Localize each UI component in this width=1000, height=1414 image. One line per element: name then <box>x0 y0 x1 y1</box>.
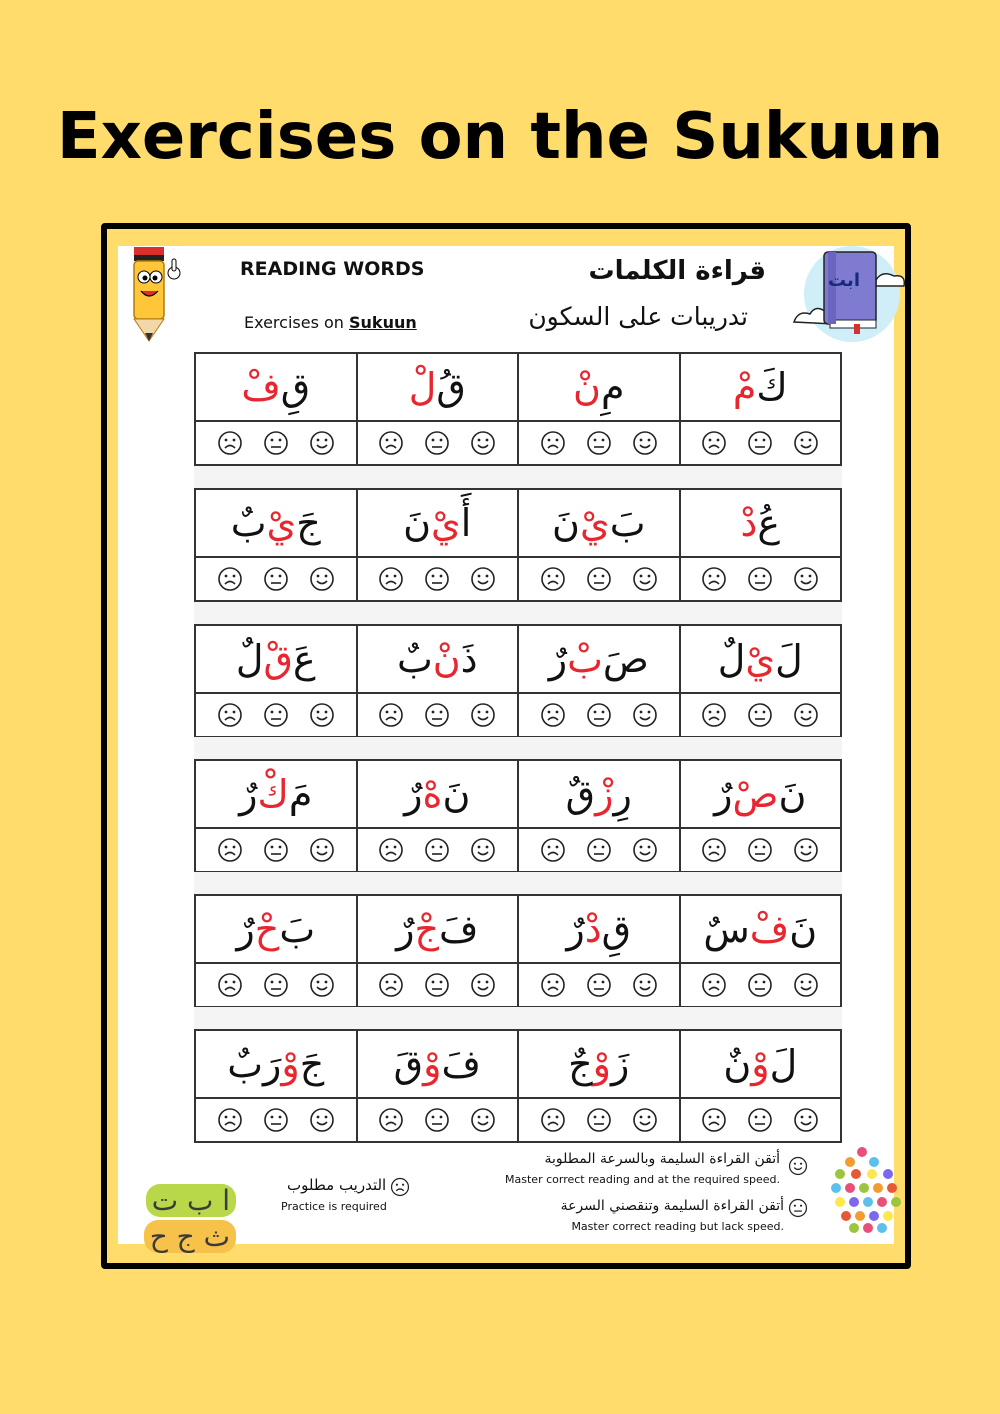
happy-face-icon[interactable] <box>309 566 335 592</box>
happy-face-icon[interactable] <box>309 430 335 456</box>
arabic-word: نَ صْ رٌ <box>681 761 841 829</box>
neutral-face-icon[interactable] <box>424 702 450 728</box>
happy-face-icon[interactable] <box>470 430 496 456</box>
word-cell <box>679 1031 841 1141</box>
sad-face-icon[interactable] <box>540 702 566 728</box>
neutral-face-icon[interactable] <box>424 972 450 998</box>
rating-faces <box>358 558 518 600</box>
happy-face-icon[interactable] <box>632 972 658 998</box>
arabic-word: رِ زْ قٌ <box>519 761 679 829</box>
pencil-mascot-icon <box>128 243 186 343</box>
neutral-face-icon[interactable] <box>263 430 289 456</box>
rating-faces <box>196 829 356 871</box>
arabic-word: عَ قْ لٌ <box>196 626 356 694</box>
arabic-word: صَ بْ رٌ <box>519 626 679 694</box>
rating-faces <box>519 1099 679 1141</box>
rating-faces <box>196 694 356 736</box>
sad-face-icon[interactable] <box>378 430 404 456</box>
word-cell <box>356 490 518 600</box>
book-label: ابت <box>828 270 860 291</box>
exercises-subtitle: Exercises on Sukuun <box>244 313 417 332</box>
neutral-face-icon[interactable] <box>586 566 612 592</box>
word-row <box>194 894 842 1008</box>
sad-face-icon[interactable] <box>540 430 566 456</box>
sukuun-letter: كْ <box>257 772 289 816</box>
rating-faces <box>358 422 518 464</box>
sad-face-icon[interactable] <box>217 702 243 728</box>
sukuun-letter: مْ <box>732 365 757 409</box>
sukuun-letter: وْ <box>751 1042 770 1086</box>
sad-face-icon[interactable] <box>217 972 243 998</box>
rating-faces <box>196 964 356 1006</box>
arabic-word: مَ كْ رٌ <box>196 761 356 829</box>
rating-faces <box>519 964 679 1006</box>
sad-face-icon[interactable] <box>540 566 566 592</box>
word-row <box>194 352 842 466</box>
sukuun-letter: وْ <box>592 1042 612 1086</box>
sad-face-icon[interactable] <box>217 430 243 456</box>
word-row <box>194 1029 842 1143</box>
happy-face-icon[interactable] <box>793 972 819 998</box>
happy-face-icon[interactable] <box>793 702 819 728</box>
rating-faces <box>681 694 841 736</box>
neutral-face-icon[interactable] <box>747 566 773 592</box>
rating-faces <box>519 422 679 464</box>
happy-face-icon[interactable] <box>470 566 496 592</box>
neutral-face-icon[interactable] <box>424 430 450 456</box>
sad-face-icon[interactable] <box>540 972 566 998</box>
sukuun-letter: صْ <box>732 772 779 816</box>
arabic-word: ذَ نْ بٌ <box>358 626 518 694</box>
word-cell <box>517 354 679 464</box>
page-title: Exercises on the Sukuun <box>56 100 944 174</box>
rating-faces <box>681 1099 841 1141</box>
neutral-face-icon[interactable] <box>586 837 612 863</box>
happy-face-icon[interactable] <box>793 430 819 456</box>
arabic-word: كَ مْ <box>681 354 841 422</box>
happy-face-icon[interactable] <box>632 566 658 592</box>
word-cell <box>356 354 518 464</box>
sad-face-icon[interactable] <box>701 566 727 592</box>
neutral-face-icon[interactable] <box>263 837 289 863</box>
sad-face-icon[interactable] <box>217 837 243 863</box>
happy-face-icon[interactable] <box>470 972 496 998</box>
word-cell <box>356 1031 518 1141</box>
happy-face-icon[interactable] <box>470 702 496 728</box>
happy-face-icon[interactable] <box>632 702 658 728</box>
book-icon <box>790 244 908 344</box>
rating-faces <box>681 829 841 871</box>
sad-face-icon[interactable] <box>378 702 404 728</box>
sad-face-icon[interactable] <box>701 430 727 456</box>
arabic-subtitle: تدريبات على السكون <box>528 302 748 331</box>
word-cell <box>196 761 356 871</box>
rating-faces <box>519 694 679 736</box>
word-row <box>194 624 842 738</box>
rating-faces <box>681 558 841 600</box>
neutral-face-icon <box>788 1198 808 1218</box>
happy-face-icon[interactable] <box>793 837 819 863</box>
rating-faces <box>196 558 356 600</box>
happy-face-icon[interactable] <box>309 702 335 728</box>
rating-faces <box>358 1099 518 1141</box>
sad-face-icon[interactable] <box>701 1107 727 1133</box>
word-cell <box>517 1031 679 1141</box>
word-row <box>194 488 842 602</box>
sukuun-letter: وْ <box>423 1042 442 1086</box>
word-cell <box>517 626 679 736</box>
arabic-word: نَ فْ سٌ <box>681 896 841 964</box>
sukuun-letter: هْ <box>422 772 443 816</box>
happy-face-icon <box>788 1156 808 1176</box>
happy-face-icon[interactable] <box>632 430 658 456</box>
arabic-word: فَ وْ قَ <box>358 1031 518 1099</box>
neutral-face-icon[interactable] <box>747 702 773 728</box>
arabic-word: أَ يْ نَ <box>358 490 518 558</box>
sad-face-icon[interactable] <box>701 972 727 998</box>
arabic-word: قِ دْ رٌ <box>519 896 679 964</box>
sukuun-letter: وْ <box>281 1042 300 1086</box>
sukuun-letter: يْ <box>579 501 610 545</box>
sukuun-letter: لْ <box>408 365 437 409</box>
rating-faces <box>358 964 518 1006</box>
reading-words-heading: READING WORDS <box>240 258 425 280</box>
neutral-face-icon[interactable] <box>263 702 289 728</box>
rating-faces <box>681 964 841 1006</box>
sukuun-letter: جْ <box>414 907 439 951</box>
happy-face-icon[interactable] <box>632 1107 658 1133</box>
sukuun-letter: دْ <box>584 907 602 951</box>
word-cell <box>196 1031 356 1141</box>
balloons-icon <box>826 1144 906 1244</box>
word-cell <box>679 896 841 1006</box>
sukuun-letter: حْ <box>254 907 280 951</box>
neutral-face-icon[interactable] <box>586 702 612 728</box>
neutral-face-icon[interactable] <box>747 1107 773 1133</box>
rating-faces <box>358 694 518 736</box>
word-cell <box>196 626 356 736</box>
arabic-word: لَ وْ نٌ <box>681 1031 841 1099</box>
sad-face-icon[interactable] <box>217 566 243 592</box>
sukuun-letter: فْ <box>241 365 281 409</box>
word-cell <box>196 490 356 600</box>
happy-face-icon[interactable] <box>309 1107 335 1133</box>
sad-face-icon[interactable] <box>701 837 727 863</box>
happy-face-icon[interactable] <box>470 837 496 863</box>
neutral-face-icon[interactable] <box>747 837 773 863</box>
rating-faces <box>681 422 841 464</box>
legend-master: أتقن القراءة السليمة وبالسرعة المطلوبة Master correct reading and at the required speed. <box>505 1151 780 1186</box>
arabic-word: جَ يْ بٌ <box>196 490 356 558</box>
happy-face-icon[interactable] <box>309 837 335 863</box>
arabic-word: قُ لْ <box>358 354 518 422</box>
rating-faces <box>196 422 356 464</box>
arabic-word: نَ هْ رٌ <box>358 761 518 829</box>
neutral-face-icon[interactable] <box>586 972 612 998</box>
happy-face-icon[interactable] <box>632 837 658 863</box>
arabic-word: عُ دْ <box>681 490 841 558</box>
sad-face-icon[interactable] <box>540 837 566 863</box>
sad-face-icon[interactable] <box>378 837 404 863</box>
sad-face-icon[interactable] <box>701 702 727 728</box>
neutral-face-icon[interactable] <box>424 837 450 863</box>
word-cell <box>196 354 356 464</box>
neutral-face-icon[interactable] <box>747 430 773 456</box>
arabic-word: قِ فْ <box>196 354 356 422</box>
neutral-face-icon[interactable] <box>586 430 612 456</box>
arabic-word: بَ يْ نَ <box>519 490 679 558</box>
arabic-word: زَ وْ جٌ <box>519 1031 679 1099</box>
word-cell <box>517 896 679 1006</box>
alphabet-logo: ا ب ت ث ج ح <box>126 1184 238 1254</box>
sukuun-letter: نْ <box>573 365 601 409</box>
sad-face-icon[interactable] <box>540 1107 566 1133</box>
word-cell <box>679 354 841 464</box>
neutral-face-icon[interactable] <box>263 566 289 592</box>
arabic-word: مِ نْ <box>519 354 679 422</box>
word-cell <box>679 761 841 871</box>
happy-face-icon[interactable] <box>309 972 335 998</box>
word-row <box>194 759 842 873</box>
arabic-word: فَ جْ رٌ <box>358 896 518 964</box>
arabic-word: بَ حْ رٌ <box>196 896 356 964</box>
happy-face-icon[interactable] <box>793 1107 819 1133</box>
sukuun-letter: فْ <box>749 907 790 951</box>
arabic-word: جَ وْ رَبٌ <box>196 1031 356 1099</box>
sad-face-icon[interactable] <box>378 566 404 592</box>
sad-face-icon[interactable] <box>378 972 404 998</box>
sukuun-letter: بْ <box>567 637 603 681</box>
sad-face-icon <box>390 1177 410 1197</box>
happy-face-icon[interactable] <box>470 1107 496 1133</box>
sukuun-letter: يْ <box>431 501 461 545</box>
word-cell <box>356 626 518 736</box>
rating-faces <box>519 558 679 600</box>
neutral-face-icon[interactable] <box>747 972 773 998</box>
word-cell <box>196 896 356 1006</box>
sad-face-icon[interactable] <box>217 1107 243 1133</box>
rating-faces <box>196 1099 356 1141</box>
happy-face-icon[interactable] <box>793 566 819 592</box>
sukuun-letter: دْ <box>740 501 758 545</box>
rating-faces <box>358 829 518 871</box>
word-cell <box>679 626 841 736</box>
neutral-face-icon[interactable] <box>263 1107 289 1133</box>
rating-faces <box>519 829 679 871</box>
sukuun-letter: يْ <box>266 501 297 545</box>
word-cell <box>356 896 518 1006</box>
word-cell <box>356 761 518 871</box>
sukuun-letter: قْ <box>263 637 293 681</box>
neutral-face-icon[interactable] <box>586 1107 612 1133</box>
sad-face-icon[interactable] <box>378 1107 404 1133</box>
word-cell <box>679 490 841 600</box>
legend-lack-speed: أتقن القراءة السليمة وتنقصني السرعة Master correct reading but lack speed. <box>560 1198 784 1233</box>
word-cell <box>517 490 679 600</box>
sukuun-letter: زْ <box>595 772 614 816</box>
arabic-heading: قراءة الكلمات <box>588 256 766 286</box>
neutral-face-icon[interactable] <box>424 1107 450 1133</box>
sukuun-letter: يْ <box>745 637 776 681</box>
neutral-face-icon[interactable] <box>424 566 450 592</box>
sukuun-letter: نْ <box>432 637 461 681</box>
arabic-word: لَ يْ لٌ <box>681 626 841 694</box>
word-cell <box>517 761 679 871</box>
neutral-face-icon[interactable] <box>263 972 289 998</box>
